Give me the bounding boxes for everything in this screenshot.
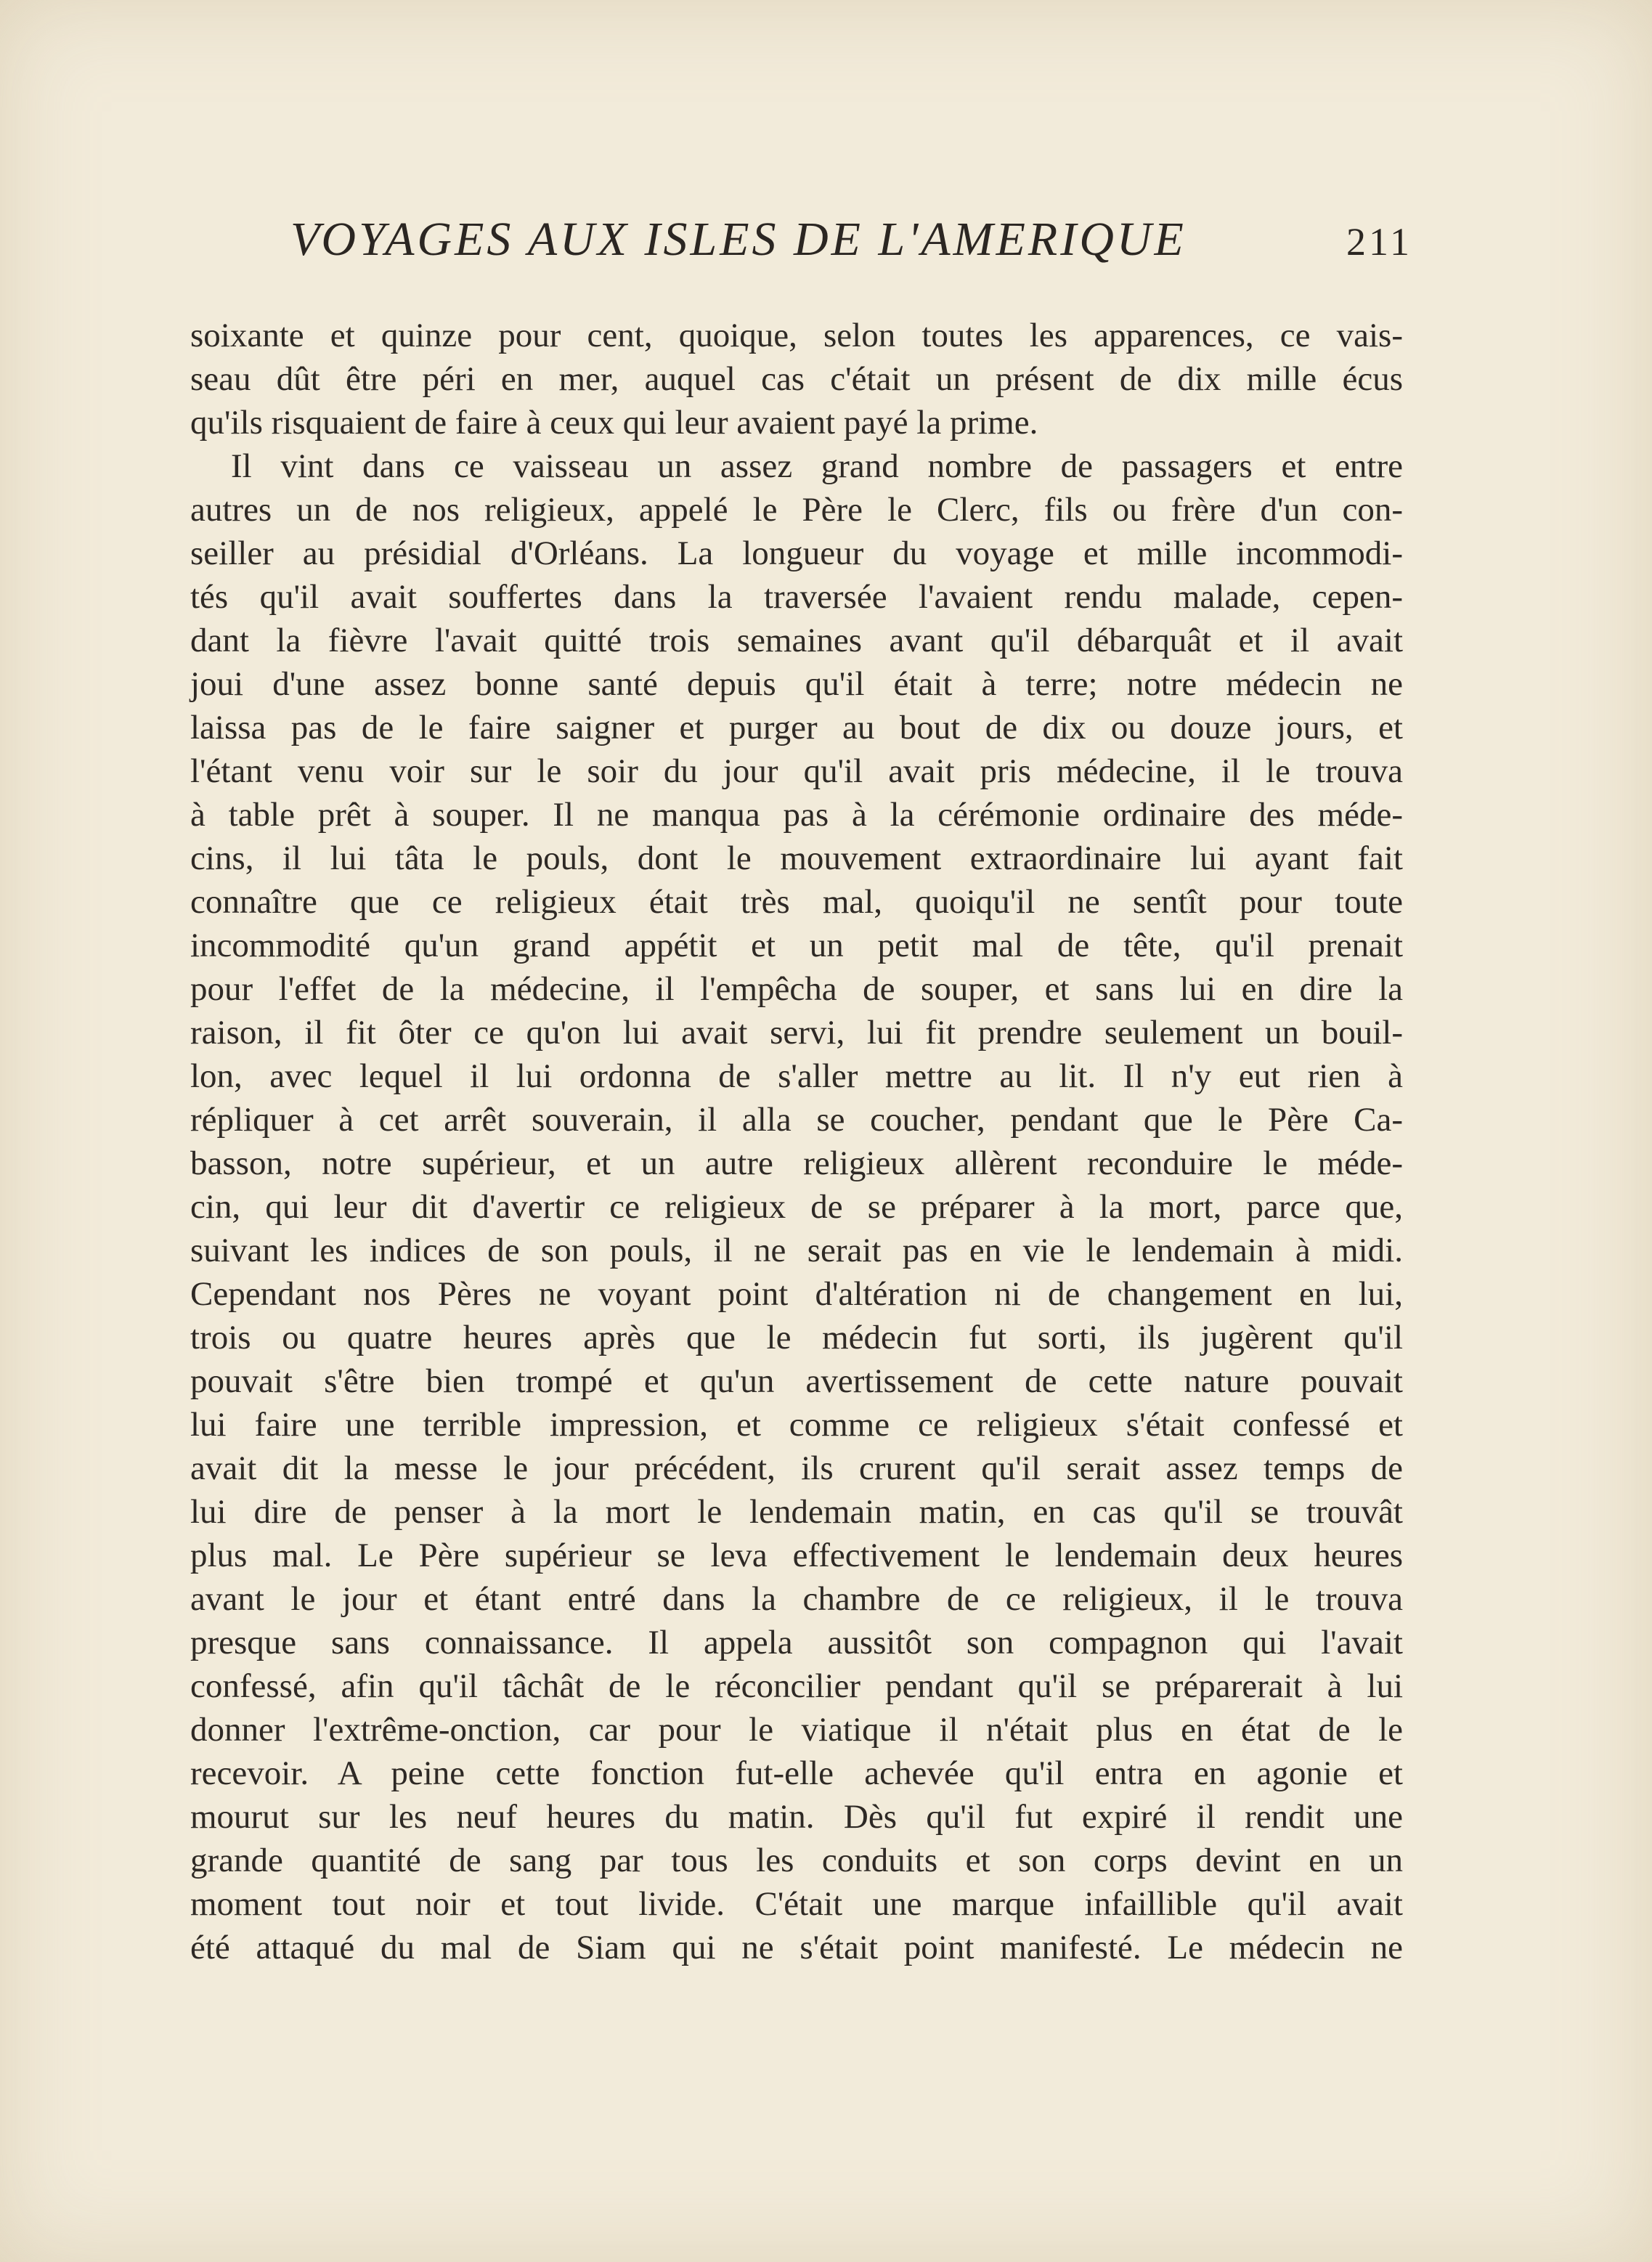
text-line: autres un de nos religieux, appelé le Père le Clerc, fils ou frère d'un con- bbox=[190, 491, 1403, 529]
text-line: joui d'une assez bonne santé depuis qu'il était à terre; notre médecin ne bbox=[190, 665, 1403, 703]
text-line: moment tout noir et tout livide. C'était une marque infaillible qu'il avait bbox=[190, 1885, 1403, 1923]
text-line: pouvait s'être bien trompé et qu'un avertissement de cette nature pouvait bbox=[190, 1362, 1403, 1400]
text-line: trois ou quatre heures après que le médecin fut sorti, ils jugèrent qu'il bbox=[190, 1319, 1403, 1356]
text-line: Il vint dans ce vaisseau un assez grand nombre de passagers et entre bbox=[231, 447, 1403, 485]
page-header bbox=[290, 212, 1412, 277]
text-line: suivant les indices de son pouls, il ne serait pas en vie le lendemain à midi. bbox=[190, 1232, 1403, 1269]
text-line: à table prêt à souper. Il ne manqua pas à la cérémonie ordinaire des méde- bbox=[190, 796, 1403, 834]
body-text bbox=[190, 314, 1403, 1969]
text-line: tés qu'il avait souffertes dans la traversée l'avaient rendu malade, cepen- bbox=[190, 578, 1403, 616]
text-line: plus mal. Le Père supérieur se leva effectivement le lendemain deux heures bbox=[190, 1537, 1403, 1574]
text-line: seiller au présidial d'Orléans. La longueur du voyage et mille incommodi- bbox=[190, 534, 1403, 572]
text-line: incommodité qu'un grand appétit et un petit mal de tête, qu'il prenait bbox=[190, 927, 1403, 964]
text-line: Cependant nos Pères ne voyant point d'altération ni de changement en lui, bbox=[190, 1275, 1403, 1313]
text-line: mourut sur les neuf heures du matin. Dès qu'il fut expiré il rendit une bbox=[190, 1798, 1403, 1836]
text-line: laissa pas de le faire saigner et purger au bout de dix ou douze jours, et bbox=[190, 709, 1403, 746]
text-line: presque sans connaissance. Il appela aussitôt son compagnon qui l'avait bbox=[190, 1624, 1403, 1661]
text-line: connaître que ce religieux était très mal, quoiqu'il ne sentît pour toute bbox=[190, 883, 1403, 921]
text-line: raison, il fit ôter ce qu'on lui avait servi, lui fit prendre seulement un bouil- bbox=[190, 1014, 1403, 1051]
text-line: cins, il lui tâta le pouls, dont le mouvement extraordinaire lui ayant fait bbox=[190, 839, 1403, 877]
text-line: lui dire de penser à la mort le lendemain matin, en cas qu'il se trouvât bbox=[190, 1493, 1403, 1531]
text-line: l'étant venu voir sur le soir du jour qu'il avait pris médecine, il le trouva bbox=[190, 752, 1403, 790]
running-title: VOYAGES AUX ISLES DE L'AMERIQUE bbox=[290, 213, 1187, 266]
text-line: grande quantité de sang par tous les conduits et son corps devint en un bbox=[190, 1842, 1403, 1879]
text-line: confessé, afin qu'il tâchât de le réconcilier pendant qu'il se préparerait à lui bbox=[190, 1667, 1403, 1705]
text-line: qu'ils risquaient de faire à ceux qui leur avaient payé la prime. bbox=[190, 404, 1038, 442]
text-line: avait dit la messe le jour précédent, ils crurent qu'il serait assez temps de bbox=[190, 1449, 1403, 1487]
text-line: seau dût être péri en mer, auquel cas c'était un présent de dix mille écus bbox=[190, 360, 1403, 398]
page-number: 211 bbox=[1346, 220, 1412, 264]
text-line: pour l'effet de la médecine, il l'empêcha de souper, et sans lui en dire la bbox=[190, 970, 1403, 1008]
text-line: donner l'extrême-onction, car pour le viatique il n'était plus en état de le bbox=[190, 1711, 1403, 1749]
text-line: été attaqué du mal de Siam qui ne s'était point manifesté. Le médecin ne bbox=[190, 1929, 1403, 1966]
text-line: recevoir. A peine cette fonction fut-elle achevée qu'il entra en agonie et bbox=[190, 1754, 1403, 1792]
text-line: basson, notre supérieur, et un autre religieux allèrent reconduire le méde- bbox=[190, 1144, 1403, 1182]
text-line: soixante et quinze pour cent, quoique, selon toutes les apparences, ce vais- bbox=[190, 317, 1403, 354]
text-line: répliquer à cet arrêt souverain, il alla se coucher, pendant que le Père Ca- bbox=[190, 1101, 1403, 1139]
text-line: avant le jour et étant entré dans la chambre de ce religieux, il le trouva bbox=[190, 1580, 1403, 1618]
text-line: cin, qui leur dit d'avertir ce religieux de se préparer à la mort, parce que, bbox=[190, 1188, 1403, 1226]
text-line: lui faire une terrible impression, et comme ce religieux s'était confessé et bbox=[190, 1406, 1403, 1444]
text-line: dant la fièvre l'avait quitté trois semaines avant qu'il débarquât et il avait bbox=[190, 622, 1403, 659]
text-line: lon, avec lequel il lui ordonna de s'aller mettre au lit. Il n'y eut rien à bbox=[190, 1057, 1403, 1095]
